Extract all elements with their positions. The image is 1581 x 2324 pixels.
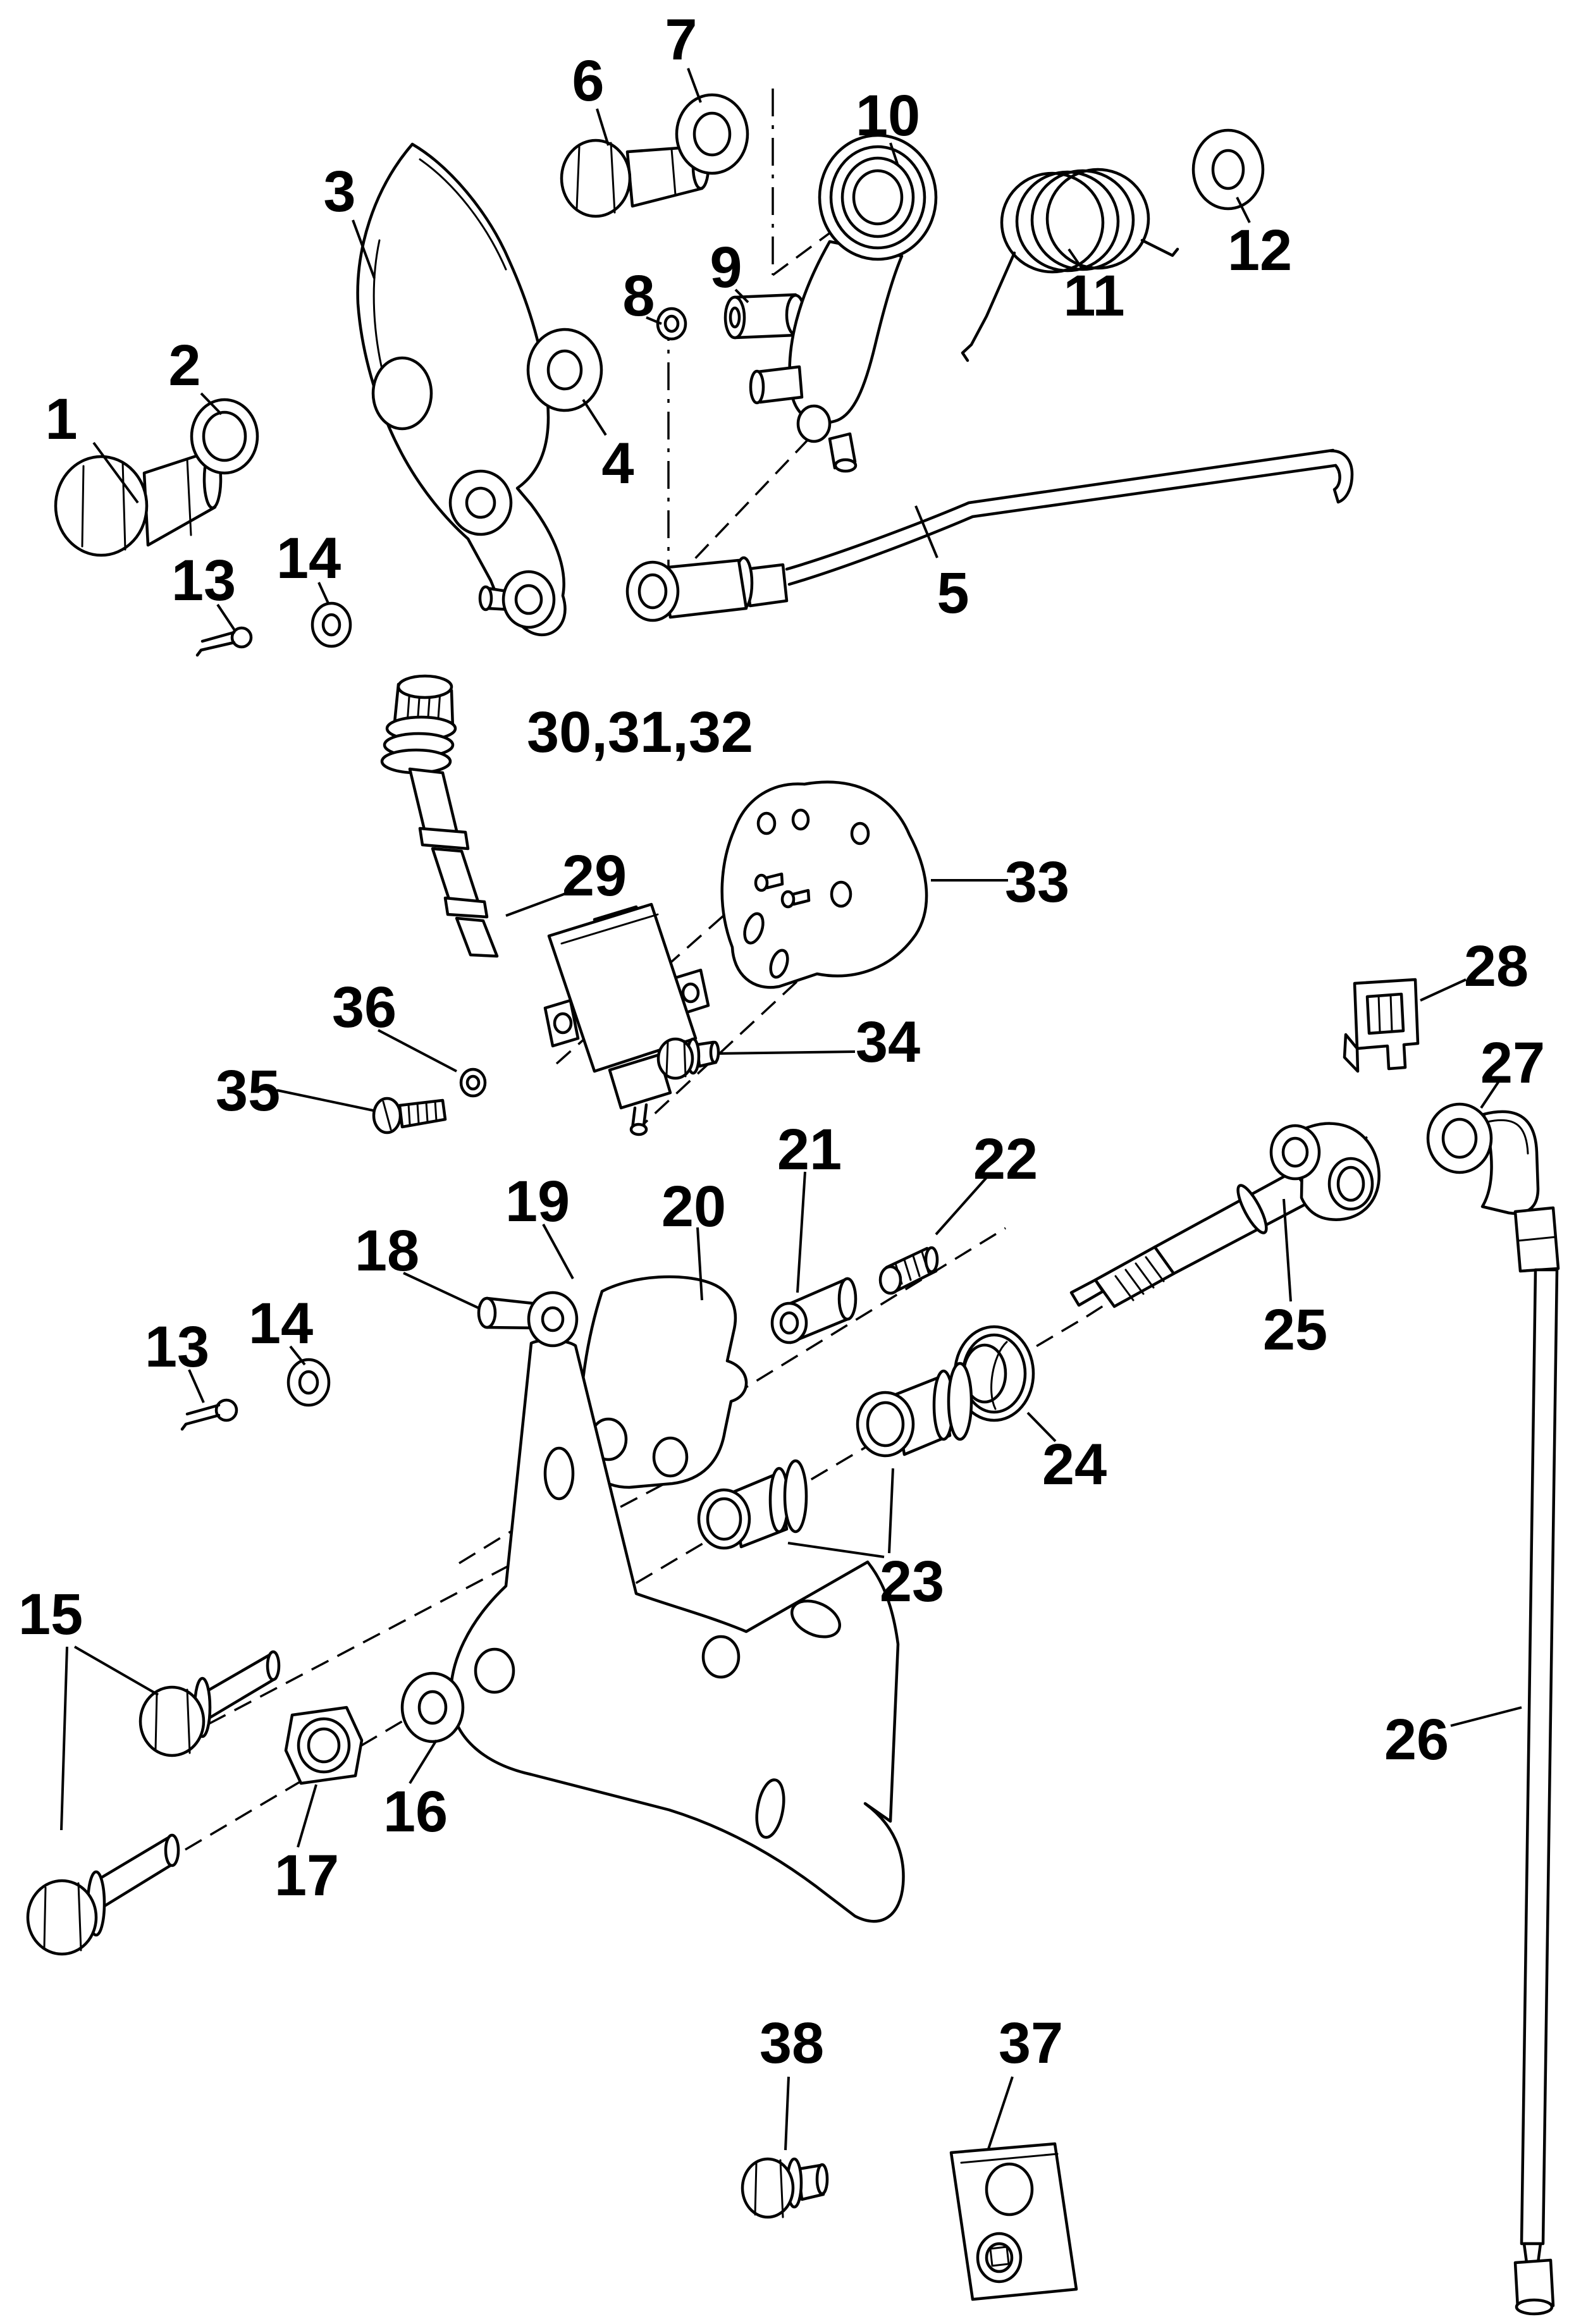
callout-label: 4	[601, 431, 634, 496]
leader-line	[61, 1647, 67, 1830]
callout-label: 21	[777, 1117, 842, 1183]
part-14-washer-lower	[288, 1360, 329, 1405]
part-4-washer	[528, 329, 601, 410]
part-26-shift-cable-rod	[1515, 1208, 1558, 2314]
leader-line	[583, 400, 606, 435]
callout-label: 20	[661, 1174, 727, 1239]
callout-37-37	[988, 2011, 1063, 2149]
part-13-cotter-pin-lower	[182, 1400, 237, 1429]
callout-22-23	[936, 1127, 1038, 1234]
callout-label: 13	[171, 548, 237, 613]
part-13-cotter-pin-upper	[197, 628, 251, 655]
callout-15-32	[18, 1582, 158, 1830]
callout-29-15	[506, 844, 627, 916]
leader-line	[889, 1468, 893, 1553]
callout-36-19	[332, 975, 457, 1071]
part-27-rod-end-clevis	[1428, 1104, 1538, 1214]
leader-line	[1420, 980, 1466, 1000]
callout-5-4	[916, 506, 969, 625]
callout-label: 29	[562, 844, 627, 909]
callout-21-22	[777, 1117, 842, 1293]
part-1-hex-bolt	[56, 451, 221, 555]
callout-label: 27	[1480, 1031, 1546, 1096]
callout-8-7	[622, 264, 661, 328]
callout-label: 13	[144, 1315, 210, 1380]
callout-label: 2	[168, 333, 201, 398]
callout-label: 1	[45, 387, 78, 452]
callout-33-16	[931, 850, 1069, 914]
callout-label: 8	[622, 264, 655, 329]
part-30-31-32-cable-connector	[382, 676, 497, 956]
callout-label: 15	[18, 1582, 83, 1647]
callout-label: 18	[354, 1219, 420, 1284]
callout-30-31-32-14	[527, 700, 753, 765]
part-5-shift-rod	[627, 450, 1352, 620]
part-36-o-ring	[461, 1069, 485, 1096]
callout-label: 28	[1463, 934, 1529, 999]
callout-label: 38	[759, 2011, 825, 2076]
part-23-bushing-large	[858, 1363, 971, 1456]
callout-4-3	[583, 400, 634, 496]
part-7-washer	[677, 95, 747, 173]
callout-9-8	[710, 235, 748, 302]
part-33-mount-plate	[722, 782, 926, 988]
callout-label: 6	[572, 49, 605, 114]
part-15-hex-bolt-b	[140, 1652, 279, 1755]
callout-label: 23	[879, 1549, 945, 1614]
callout-14-13	[276, 526, 341, 605]
leader-line	[410, 1740, 436, 1783]
leader-line	[688, 68, 701, 102]
part-14-washer-upper	[312, 603, 350, 646]
leader-line	[785, 2077, 789, 2150]
callout-label: 17	[274, 1843, 340, 1909]
callout-label: 14	[248, 1291, 314, 1356]
part-12-washer	[1193, 130, 1263, 209]
callout-label: 33	[1004, 850, 1070, 915]
callout-25-29	[1263, 1199, 1327, 1362]
part-29-shift-switch	[545, 904, 708, 1134]
callout-35-18	[216, 1059, 373, 1123]
parts-layer	[28, 95, 1558, 2314]
leader-line	[298, 1785, 316, 1847]
callout-24-30	[1028, 1413, 1107, 1497]
callout-13-12	[171, 548, 236, 631]
callout-label: 36	[331, 975, 397, 1040]
callout-12-11	[1227, 197, 1292, 283]
callout-14-28	[249, 1291, 313, 1365]
callout-6-5	[572, 49, 608, 145]
part-38-flange-bolt	[742, 2159, 827, 2217]
callout-38-36	[760, 2011, 824, 2150]
part-19-cam-bracket	[580, 1277, 746, 1487]
callout-label: 3	[323, 159, 356, 224]
callout-label: 37	[998, 2011, 1064, 2076]
part-23-bushing-small	[699, 1461, 806, 1548]
part-2-o-ring	[192, 400, 257, 473]
callout-label: 26	[1384, 1707, 1449, 1773]
part-35-screw	[374, 1098, 445, 1133]
callout-19-24	[505, 1169, 573, 1279]
part-37-anchor-plate	[951, 2144, 1076, 2299]
callout-17-35	[274, 1785, 339, 1908]
callout-label: 25	[1262, 1298, 1328, 1363]
part-28-spring-clip	[1344, 980, 1418, 1071]
leader-line	[788, 1543, 884, 1557]
callout-18-26	[355, 1219, 478, 1308]
callout-label: 12	[1227, 218, 1293, 283]
callout-label: 7	[665, 8, 698, 73]
part-25-link-pin	[1071, 1124, 1379, 1306]
leader-line	[1451, 1707, 1522, 1726]
callout-13-27	[145, 1315, 209, 1403]
callout-label: 5	[937, 561, 969, 626]
callout-label: 34	[855, 1010, 921, 1075]
part-8-o-ring	[658, 309, 686, 339]
callout-label: 11	[1063, 264, 1125, 329]
part-16-washer	[402, 1673, 463, 1742]
part-17-flange-nut	[286, 1707, 362, 1783]
callout-28-20	[1420, 934, 1529, 1000]
callout-34-17	[717, 1010, 920, 1074]
callout-26-33	[1384, 1707, 1522, 1772]
callout-label: 35	[215, 1059, 281, 1124]
callout-label: 19	[505, 1169, 570, 1234]
callout-label: 9	[710, 235, 742, 300]
callout-7-6	[665, 8, 701, 102]
callout-label: 22	[973, 1127, 1038, 1192]
callout-label: 10	[855, 83, 921, 149]
leader-line	[277, 1090, 373, 1110]
callout-3-2	[323, 159, 374, 278]
part-15-hex-bolt-a	[28, 1835, 178, 1954]
callout-16-34	[383, 1740, 448, 1844]
callout-27-21	[1480, 1031, 1545, 1108]
callout-label: 24	[1042, 1432, 1107, 1497]
part-21-bushing	[772, 1279, 856, 1343]
part-34-hex-bolt	[658, 1039, 718, 1078]
leader-line	[717, 1052, 855, 1054]
leader-line	[988, 2077, 1012, 2149]
callout-label: 30,31,32	[526, 700, 754, 765]
callout-label: 16	[383, 1780, 448, 1845]
leader-line	[797, 1172, 805, 1293]
leader-line	[75, 1647, 158, 1695]
callout-label: 14	[276, 526, 341, 591]
